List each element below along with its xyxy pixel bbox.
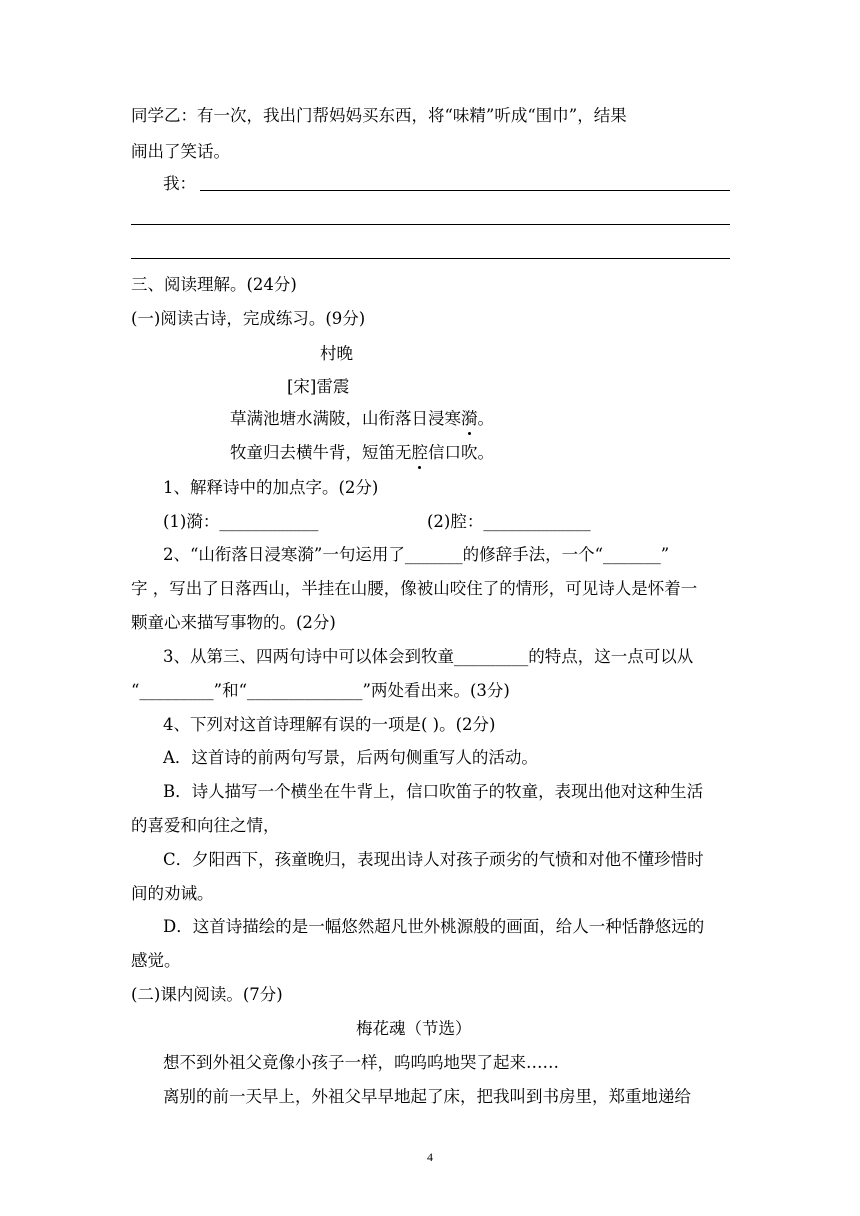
answer-line-1 [200,190,730,191]
poem-line-2: 牧童归去横牛背，短笛无腔信口吹。 [230,443,494,462]
dialogue-line-2: 闹出了笑话。 [131,142,230,161]
question-2-line-2: 字 ，写出了日落西山，半挂在山腰，像被山咬住了的情形，可见诗人是怀着一 [131,579,698,598]
emphasis-char-yi: 漪 [461,409,478,428]
section-3-heading: 三、阅读理解。(24分) [131,275,297,294]
option-c-line-1: C．夕阳西下，孩童晚归，表现出诗人对孩子顽劣的气愤和对他不懂珍惜时 [163,850,704,869]
emphasis-char-qiang: 腔 [411,443,428,462]
answer-line-3 [131,258,730,259]
question-3-line-2: “_________”和“______________”两处看出来。(3分) [131,681,510,700]
question-2-line-3: 颗童心来描写事物的。(2分) [131,613,336,632]
part-1-heading: (一)阅读古诗，完成练习。(9分) [131,309,366,328]
me-label: 我： [163,174,196,193]
passage-title: 梅花魂（节选） [356,1019,472,1038]
poem-title: 村晚 [320,344,353,363]
passage-line-2: 离别的前一天早上，外祖父早早地起了床，把我叫到书房里，郑重地递给 [163,1087,691,1106]
question-1-b: (2)腔：_____________ [427,512,591,531]
question-4: 4、下列对这首诗理解有误的一项是( )。(2分) [163,715,496,734]
answer-line-2 [131,224,730,225]
question-3-line-1: 3、从第三、四两句诗中可以体会到牧童_________的特点，这一点可以从 [163,647,694,666]
page-number: 4 [427,1150,433,1164]
option-b-line-2: 的喜爱和向往之情， [131,816,280,835]
question-1: 1、解释诗中的加点字。(2分) [163,478,379,497]
option-a: A．这首诗的前两句写景，后两句侧重写人的活动。 [163,748,538,767]
question-2-line-1: 2、“山衔落日浸寒漪”一句运用了_______的修辞手法，一个“_______” [163,545,670,564]
passage-line-1: 想不到外祖父竟像小孩子一样，呜呜呜地哭了起来…… [163,1053,559,1072]
poem-line-1: 草满池塘水满陂，山衔落日浸寒漪。 [230,409,494,428]
option-d-line-1: D．这首诗描绘的是一幅悠然超凡世外桃源般的画面，给人一种恬静悠远的 [163,917,705,936]
dialogue-line-1: 同学乙：有一次，我出门帮妈妈买东西，将“味精”听成“围巾”，结果 [131,106,627,125]
option-b-line-1: B．诗人描写一个横坐在牛背上，信口吹笛子的牧童，表现出他对这种生活 [163,782,704,801]
option-c-line-2: 间的劝诫。 [131,884,214,903]
poem-author: [宋]雷震 [287,377,350,396]
part-2-heading: (二)课内阅读。(7分) [131,985,283,1004]
option-d-line-2: 感觉。 [131,951,181,970]
question-1-a: (1)漪：____________ [163,512,319,531]
